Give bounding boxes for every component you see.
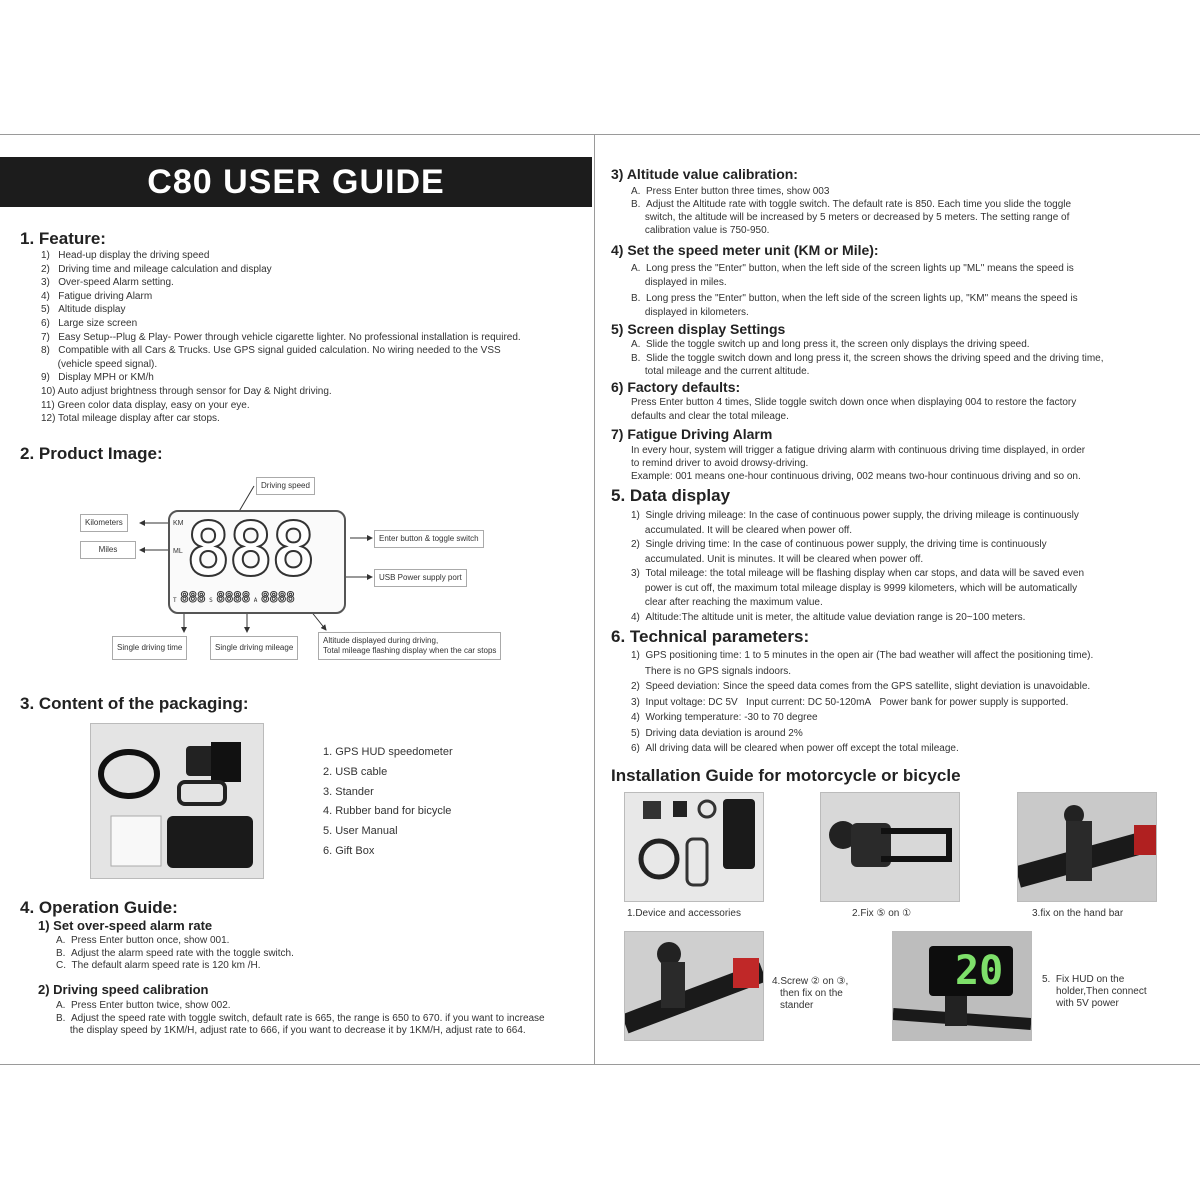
operation-heading: 4. Operation Guide: <box>20 898 178 917</box>
technical-params: 1) GPS positioning time: 1 to 5 minutes in the open air (The bad weather will affect the positioning time). There is no GPS signals indoors. 2) Speed deviation: Since the speed data comes from the GPS satellite, slight deviation is unavoidable. 3) Input voltage: DC 5V Input current: DC 50-120mA Power bank for power supply is supported. 4) Working temperature: -30 to 70 degree 5) Driving data deviation is around 2% 6) All driving data will be cleared when power off except the total mileage. <box>631 650 1094 754</box>
list-item: 6. Gift Box <box>323 844 375 857</box>
product-heading: 2. Product Image: <box>20 444 163 463</box>
fatigue-alarm-heading: 7) Fatigue Driving Alarm <box>611 426 773 442</box>
feature-heading: 1. Feature: <box>20 229 106 248</box>
install-caption-1: 1.Device and accessories <box>627 908 741 919</box>
packaging-illustration <box>91 724 263 878</box>
list-item: 4) Fatigue driving Alarm <box>41 290 153 302</box>
fatigue-alarm: In every hour, system will trigger a fatigue driving alarm with continuous driving time displayed, in order to remind driver to avoid drowsy-driving. Example: 001 means one-hour continuous driving, 002 means two-hour continuous driving and so on. <box>631 445 1086 482</box>
operation-sub2-heading: 2) Driving speed calibration <box>38 982 209 997</box>
label-usb-port: USB Power supply port <box>374 569 467 587</box>
packaging-list <box>323 743 453 862</box>
list-item: (vehicle speed signal). <box>41 358 158 370</box>
hud-bottom-row: T 888 S 8888 A 8888 <box>173 590 295 606</box>
label-single-mileage: Single driving mileage <box>210 636 298 660</box>
factory-defaults: Press Enter button 4 times, Slide toggle switch down once when displaying 004 to restore the factory defaults and clear the total mileage. <box>631 397 1077 422</box>
list-item: 10) Auto adjust brightness through sensor for Day & Night driving. <box>41 385 332 397</box>
operation-sub1-heading: 1) Set over-speed alarm rate <box>38 918 213 933</box>
install-caption-5: 5. Fix HUD on the holder,Then connect with 5V power <box>1042 974 1147 1009</box>
label-kilometers: Kilometers <box>80 514 128 532</box>
list-item: 5. User Manual <box>323 825 398 838</box>
operation-sub2: A. Press Enter button twice, show 002. B. Adjust the speed rate with toggle switch, default rate is 665, the range is 650 to 670. if you want to increase the display speed by 1KM/H, adjust rate to 666, if you want to decrease it by 1KM/H, adjust rate to 664. <box>56 1000 545 1036</box>
list-item: 6) Large size screen <box>41 317 138 329</box>
data-display: 1) Single driving mileage: In the case of continuous power supply, the driving mileage is continuously accumulated. It will be cleared when power off. 2) Single driving time: In the case of continuous power supply, the driving time is continuously accumulated. Unit is minutes. It will be cleared when power off. 3) Total mileage: the total mileage will be flashing display when car stops, and data will be saved even power is cut off, the maximum total mileage display is 9999 kilometers, which will be automatically clear after reaching the maximum value. 4) Altitude:The altitude unit is meter, the altitude value deviation range is 20~100 meters. <box>631 510 1085 623</box>
install-caption-2: 2.Fix ⑤ on ① <box>852 908 912 919</box>
factory-defaults-heading: 6) Factory defaults: <box>611 379 741 395</box>
label-enter-button: Enter button & toggle switch <box>374 530 484 548</box>
install-photo-1 <box>624 792 764 902</box>
hud-main-digits: 888 <box>186 507 314 593</box>
packaging-photo <box>90 723 264 879</box>
label-driving-speed: Driving speed <box>256 477 315 495</box>
list-item: 1. GPS HUD speedometer <box>323 746 453 758</box>
list-item: 5) Altitude display <box>41 304 126 316</box>
screen-settings-heading: 5) Screen display Settings <box>611 321 786 337</box>
label-altitude: Altitude displayed during driving, Total mileage flashing display when the car stops <box>318 632 501 660</box>
list-item: 12) Total mileage display after car stops. <box>41 413 220 425</box>
hud-ml-label: ML <box>173 548 183 555</box>
speed-unit-heading: 4) Set the speed meter unit (KM or Mile): <box>611 242 879 258</box>
list-item: 2) Driving time and mileage calculation and display <box>41 263 272 275</box>
install-photo-5 <box>892 931 1032 1041</box>
data-display-heading: 5. Data display <box>611 486 731 505</box>
list-item: 8) Compatible with all Cars & Trucks. Use GPS signal guided calculation. No wiring needed to the VSS <box>41 345 501 357</box>
technical-heading: 6. Technical parameters: <box>611 627 810 646</box>
hud-device <box>168 507 346 614</box>
altitude-calibration: A. Press Enter button three times, show 003 B. Adjust the Altitude rate with toggle switch. The default rate is 850. Each time you slide the toggle switch, the altitude will be increased by 5 meters or decreased by 5 meters. The setting range of calibration value is 750-950. <box>631 186 1072 236</box>
install-caption-3: 3.fix on the hand bar <box>1032 908 1124 919</box>
install-caption-4: 4.Screw ② on ③, then fix on the stander <box>772 976 849 1011</box>
label-single-time: Single driving time <box>112 636 187 660</box>
install-photo-2 <box>820 792 960 902</box>
list-item: 11) Green color data display, easy on your eye. <box>41 399 250 411</box>
list-item: 9) Display MPH or KM/h <box>41 372 154 384</box>
install-photo-3 <box>1017 792 1157 902</box>
screen-settings: A. Slide the toggle switch up and long press it, the screen only displays the driving speed. B. Slide the toggle switch down and long press it, the screen shows the driving speed and the driving time, total mileage and the current altitude. <box>631 339 1104 377</box>
installation-heading: Installation Guide for motorcycle or bicycle <box>611 766 961 785</box>
speed-unit: A. Long press the "Enter" button, when the left side of the screen lights up "ML" means the speed is displayed in miles. B. Long press the "Enter" button, when the left side of the screen lights up, "KM" means the speed is displayed in kilometers. <box>631 263 1078 318</box>
operation-sub1: A. Press Enter button once, show 001. B. Adjust the alarm speed rate with the toggle switch. C. The default alarm speed rate is 120 km /H. <box>56 935 294 971</box>
label-miles: Miles <box>80 541 136 559</box>
list-item: 3) Over-speed Alarm setting. <box>41 277 174 289</box>
install-photo-4 <box>624 931 764 1041</box>
hud-km-label: KM <box>173 520 184 527</box>
list-item: 2. USB cable <box>323 765 388 778</box>
hud-speed-value: 20 <box>955 948 1004 994</box>
altitude-calibration-heading: 3) Altitude value calibration: <box>611 166 798 182</box>
packaging-heading: 3. Content of the packaging: <box>20 694 249 713</box>
list-item: 4. Rubber band for bicycle <box>323 805 452 818</box>
list-item: 7) Easy Setup--Plug & Play- Power through vehicle cigarette lighter. No professional installation is required. <box>41 331 521 343</box>
bottom-border <box>0 1064 1200 1065</box>
list-item: 3. Stander <box>323 785 374 798</box>
list-item: 1) Head-up display the driving speed <box>41 250 210 261</box>
page-title: C80 USER GUIDE <box>147 163 445 201</box>
